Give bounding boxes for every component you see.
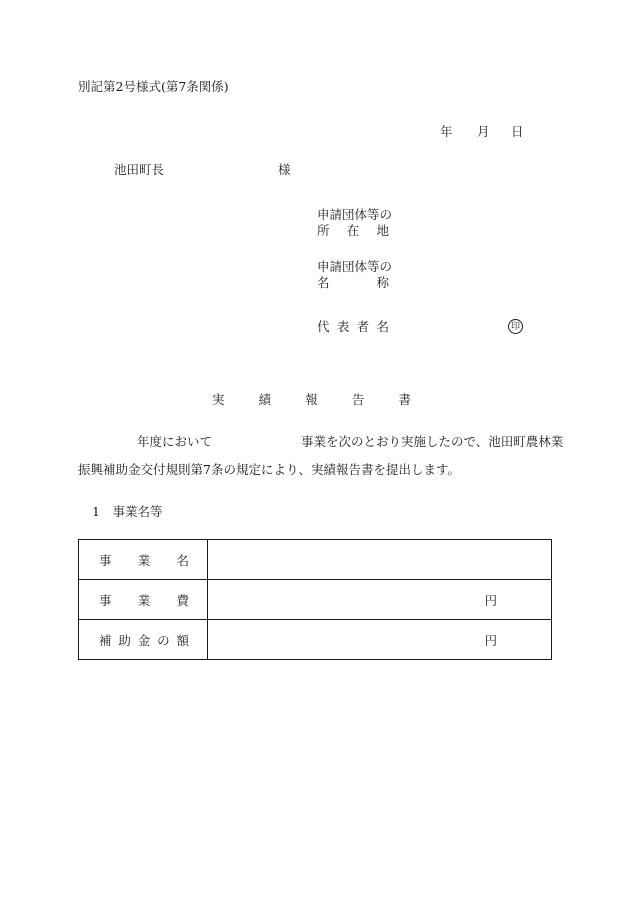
body-line2: 振興補助金交付規則第7条の規定により、実績報告書を提出します。: [78, 462, 460, 477]
date-month: 月: [477, 124, 490, 139]
section-heading: 1 事業名等: [92, 504, 163, 519]
address-char: 地: [376, 223, 389, 238]
name-char: 名: [317, 275, 330, 290]
address-label-line1: 申請団体等の: [317, 207, 393, 222]
name-char: 称: [376, 275, 389, 290]
table-row: [79, 580, 552, 620]
body-line1-part2: 事業を次のとおり実施したので、池田町農林業: [301, 434, 564, 449]
label-char: 業: [137, 592, 151, 608]
label-char: の: [157, 632, 170, 648]
title-char: 書: [398, 392, 411, 407]
label-char: 事: [99, 592, 112, 608]
project-name-field[interactable]: [208, 540, 552, 580]
label-char: 費: [176, 592, 189, 608]
addressee-name: 池田町長: [114, 162, 165, 177]
project-cost-field[interactable]: 円: [208, 580, 552, 620]
label-char: 事: [99, 552, 112, 568]
label-char: 名: [176, 552, 189, 568]
address-label-line2: [317, 223, 389, 239]
title-char: 報: [305, 392, 318, 407]
body-line1-part1: 年度において: [137, 434, 213, 449]
rep-char: 者: [356, 319, 370, 334]
title-char: 告: [351, 392, 365, 407]
label-char: 助: [118, 632, 131, 648]
name-label-line2: [317, 275, 389, 291]
row-label-subsidy-amount: [79, 620, 208, 660]
subsidy-amount-field[interactable]: 円: [208, 620, 552, 660]
address-char: 所: [317, 223, 330, 238]
row-label-project-name: [79, 540, 208, 580]
rep-char: 代: [317, 319, 330, 334]
date-day: 日: [511, 124, 524, 139]
row-label-project-cost: [79, 580, 208, 620]
table-row: [79, 540, 552, 580]
label-char: 額: [176, 632, 189, 648]
form-id: 別記第2号様式(第7条関係): [78, 79, 229, 94]
document-title: [212, 392, 411, 408]
rep-char: 表: [336, 319, 350, 334]
name-label-line1: 申請団体等の: [317, 259, 393, 274]
label-char: 補: [99, 632, 112, 648]
addressee-honorific: 様: [278, 162, 291, 177]
title-char: 績: [258, 392, 272, 407]
title-char: 実: [212, 392, 225, 407]
rep-char: 名: [376, 319, 389, 334]
table-row: [79, 620, 552, 660]
address-char: 在: [346, 223, 360, 238]
seal-icon: 印: [508, 319, 523, 334]
label-char: 金: [137, 632, 151, 648]
project-table: [78, 539, 552, 660]
label-char: 業: [137, 552, 151, 568]
date-year: 年: [440, 124, 453, 139]
representative-label: [317, 319, 389, 335]
